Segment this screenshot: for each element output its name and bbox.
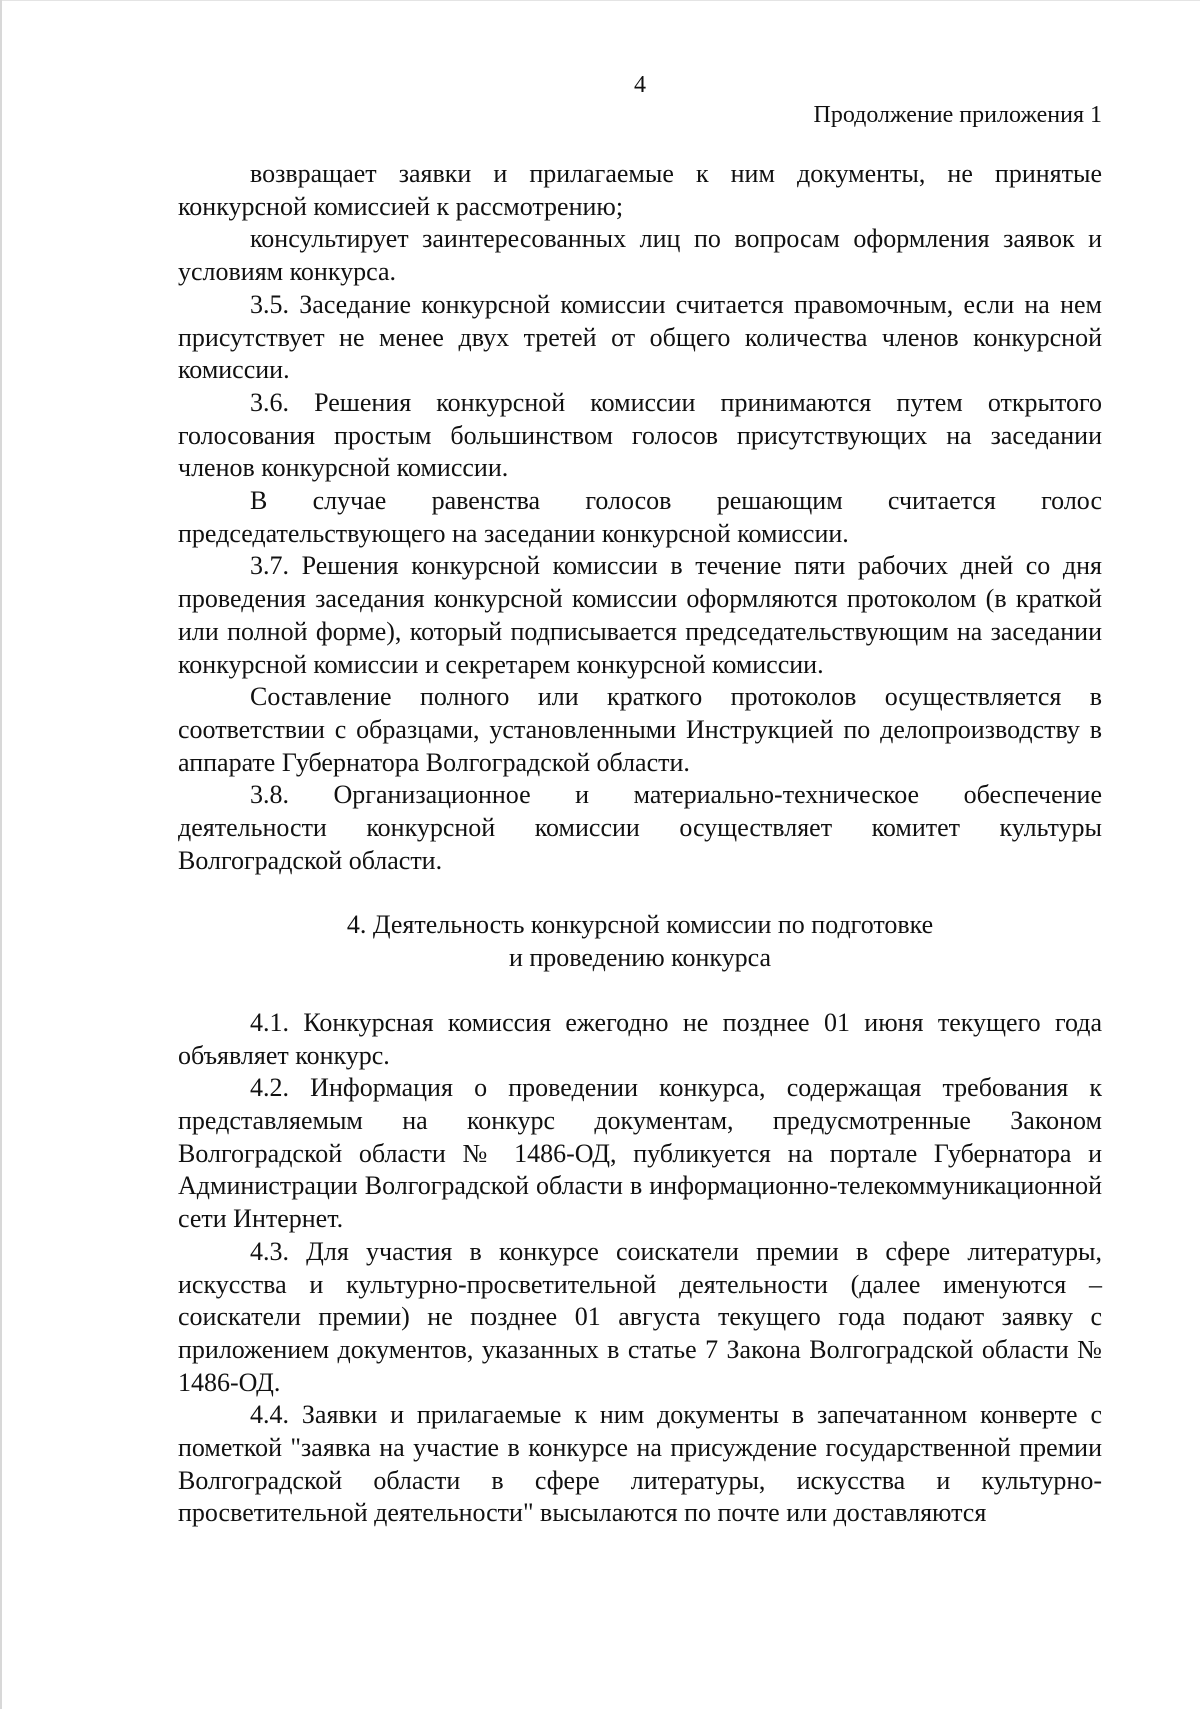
page-number: 4 [634,72,646,98]
section-heading-line: 4. Деятельность конкурсной комиссии по подготовке [346,910,934,940]
paragraph-4-2: 4.2. Информация о проведении конкурса, содержащая требования к представляемым на конкурс документам, предусмотренные Законом Волгоградской области № 1486-ОД, публикуется на портале Губернатора и Администрации Волгоградской области в информационно-телекоммуникационной сети Интернет. [178,1073,1102,1234]
section-heading-line: и проведению конкурса [508,943,772,973]
scan-left-edge [0,0,2,1709]
paragraph-4-3: 4.3. Для участия в конкурсе соискатели премии в сфере литературы, искусства и культурно-просветительной деятельности (далее именуются – соискатели премии) не позднее 01 августа текущего года подают заявку с приложением документов, указанных в статье 7 Закона Волгоградской области № 1486-ОД. [178,1236,1102,1397]
appendix-continuation-note: Продолжение приложения 1 [813,102,1102,128]
paragraph-3-8: 3.8. Организационное и материально-техническое обеспечение деятельности конкурсной комиссии осуществляет комитет культуры Волгоградской области. [178,780,1102,875]
section-4-heading [178,909,1102,974]
document-body [178,158,1102,1530]
paragraph: В случае равенства голосов решающим считается голос председательствующего на заседании конкурсной комиссии. [178,486,1102,548]
paragraph-3-7: 3.7. Решения конкурсной комиссии в течение пяти рабочих дней со дня проведения заседания конкурсной комиссии оформляются протоколом (в краткой или полной форме), который подписывается председательствующим на заседании конкурсной комиссии и секретарем конкурсной комиссии. [178,551,1102,679]
paragraph-3-5: 3.5. Заседание конкурсной комиссии считается правомочным, если на нем присутствует не менее двух третей от общего количества членов конкурсной комиссии. [178,289,1102,385]
scan-top-edge [0,0,1200,1]
paragraph-4-4: 4.4. Заявки и прилагаемые к ним документы в запечатанном конверте с пометкой "заявка на участие в конкурсе на присуждение государственной премии Волгоградской области в сфере литературы, искусства и культурно-просветительной деятельности" высылаются по почте или доставляются [178,1400,1102,1528]
paragraph-3-6: 3.6. Решения конкурсной комиссии принимаются путем открытого голосования простым большинством голосов присутствующих на заседании членов конкурсной комиссии. [178,387,1102,483]
paragraph-4-1: 4.1. Конкурсная комиссия ежегодно не позднее 01 июня текущего года объявляет конкурс. [178,1007,1102,1070]
paragraph: Составление полного или краткого протоколов осуществляется в соответствии с образцами, установленными Инструкцией по делопроизводству в аппарате Губернатора Волгоградской области. [178,682,1102,777]
paragraph: консультирует заинтересованных лиц по вопросам оформления заявок и условиям конкурса. [178,224,1102,287]
paragraph: возвращает заявки и прилагаемые к ним документы, не принятые конкурсной комиссией к рассмотрению; [178,159,1102,221]
